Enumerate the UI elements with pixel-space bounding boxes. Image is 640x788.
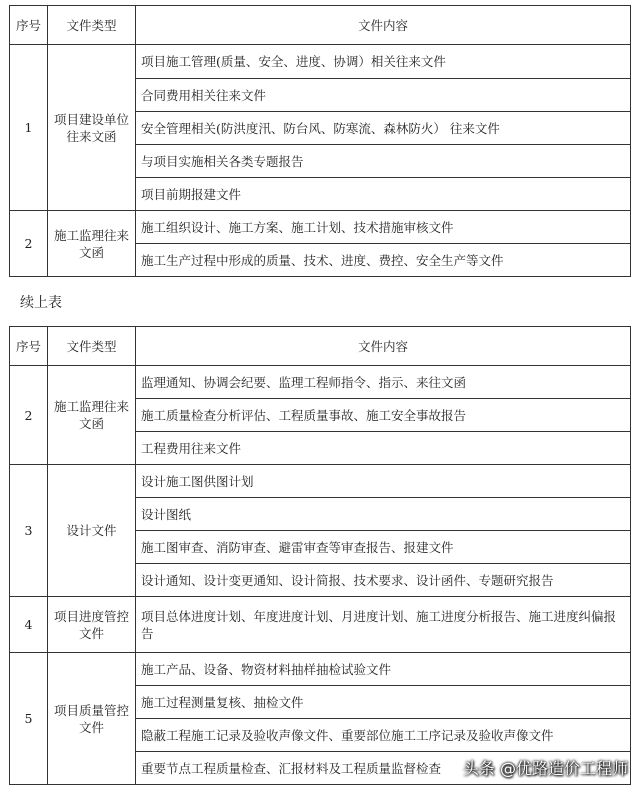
file-content: 施工产品、设备、物资材料抽样抽检试验文件 xyxy=(136,653,631,686)
file-content: 项目施工管理(质量、安全、进度、协调）相关往来文件 xyxy=(136,45,631,79)
file-content: 设计通知、设计变更通知、设计简报、技术要求、设计函件、专题研究报告 xyxy=(136,564,631,597)
row-number: 2 xyxy=(10,366,48,465)
row-number: 3 xyxy=(10,465,48,597)
file-table-2 xyxy=(9,326,631,785)
table-row xyxy=(10,465,631,498)
row-number: 5 xyxy=(10,653,48,785)
table-row xyxy=(10,597,631,653)
header-type: 文件类型 xyxy=(48,6,136,45)
file-content: 施工质量检查分析评估、工程质量事故、施工安全事故报告 xyxy=(136,399,631,432)
file-type: 设计文件 xyxy=(48,465,136,597)
file-content: 项目前期报建文件 xyxy=(136,178,631,211)
header-type: 文件类型 xyxy=(48,327,136,366)
file-content: 项目总体进度计划、年度进度计划、月进度计划、施工进度分析报告、施工进度纠偏报告 xyxy=(136,597,631,653)
file-content: 安全管理相关(防洪度汛、防台风、防寒流、森林防火） 往来文件 xyxy=(136,112,631,145)
table-row xyxy=(10,211,631,244)
watermark: 头条 @优路造价工程师 xyxy=(462,759,628,778)
continued-caption: 续上表 xyxy=(20,295,62,311)
file-type: 项目质量管控文件 xyxy=(48,653,136,785)
file-content: 与项目实施相关各类专题报告 xyxy=(136,145,631,178)
header-content: 文件内容 xyxy=(136,327,631,366)
header-content: 文件内容 xyxy=(136,6,631,45)
file-table-1 xyxy=(9,5,631,277)
table-header-row xyxy=(10,6,631,45)
file-content: 施工组织设计、施工方案、施工计划、技术措施审核文件 xyxy=(136,211,631,244)
file-type: 项目进度管控文件 xyxy=(48,597,136,653)
file-type: 项目建设单位往来文函 xyxy=(48,45,136,211)
file-content: 隐蔽工程施工记录及验收声像文件、重要部位施工工序记录及验收声像文件 xyxy=(136,719,631,752)
file-content: 设计施工图供图计划 xyxy=(136,465,631,498)
row-number: 2 xyxy=(10,211,48,277)
file-content: 工程费用往来文件 xyxy=(136,432,631,465)
row-number: 4 xyxy=(10,597,48,653)
file-content: 监理通知、协调会纪要、监理工程师指令、指示、来往文函 xyxy=(136,366,631,399)
file-type: 施工监理往来文函 xyxy=(48,366,136,465)
file-content: 施工生产过程中形成的质量、技术、进度、费控、安全生产等文件 xyxy=(136,244,631,277)
table-row xyxy=(10,653,631,686)
table-row xyxy=(10,366,631,399)
table-header-row xyxy=(10,327,631,366)
file-content: 设计图纸 xyxy=(136,498,631,531)
file-content: 重要节点工程质量检查、汇报材料及工程质量监督检查 xyxy=(136,752,631,785)
file-content: 施工图审查、消防审查、避雷审查等审查报告、报建文件 xyxy=(136,531,631,564)
file-content: 施工过程测量复核、抽检文件 xyxy=(136,686,631,719)
header-no: 序号 xyxy=(10,327,48,366)
row-number: 1 xyxy=(10,45,48,211)
file-type: 施工监理往来文函 xyxy=(48,211,136,277)
table-row xyxy=(10,45,631,79)
file-content: 合同费用相关往来文件 xyxy=(136,79,631,112)
header-no: 序号 xyxy=(10,6,48,45)
